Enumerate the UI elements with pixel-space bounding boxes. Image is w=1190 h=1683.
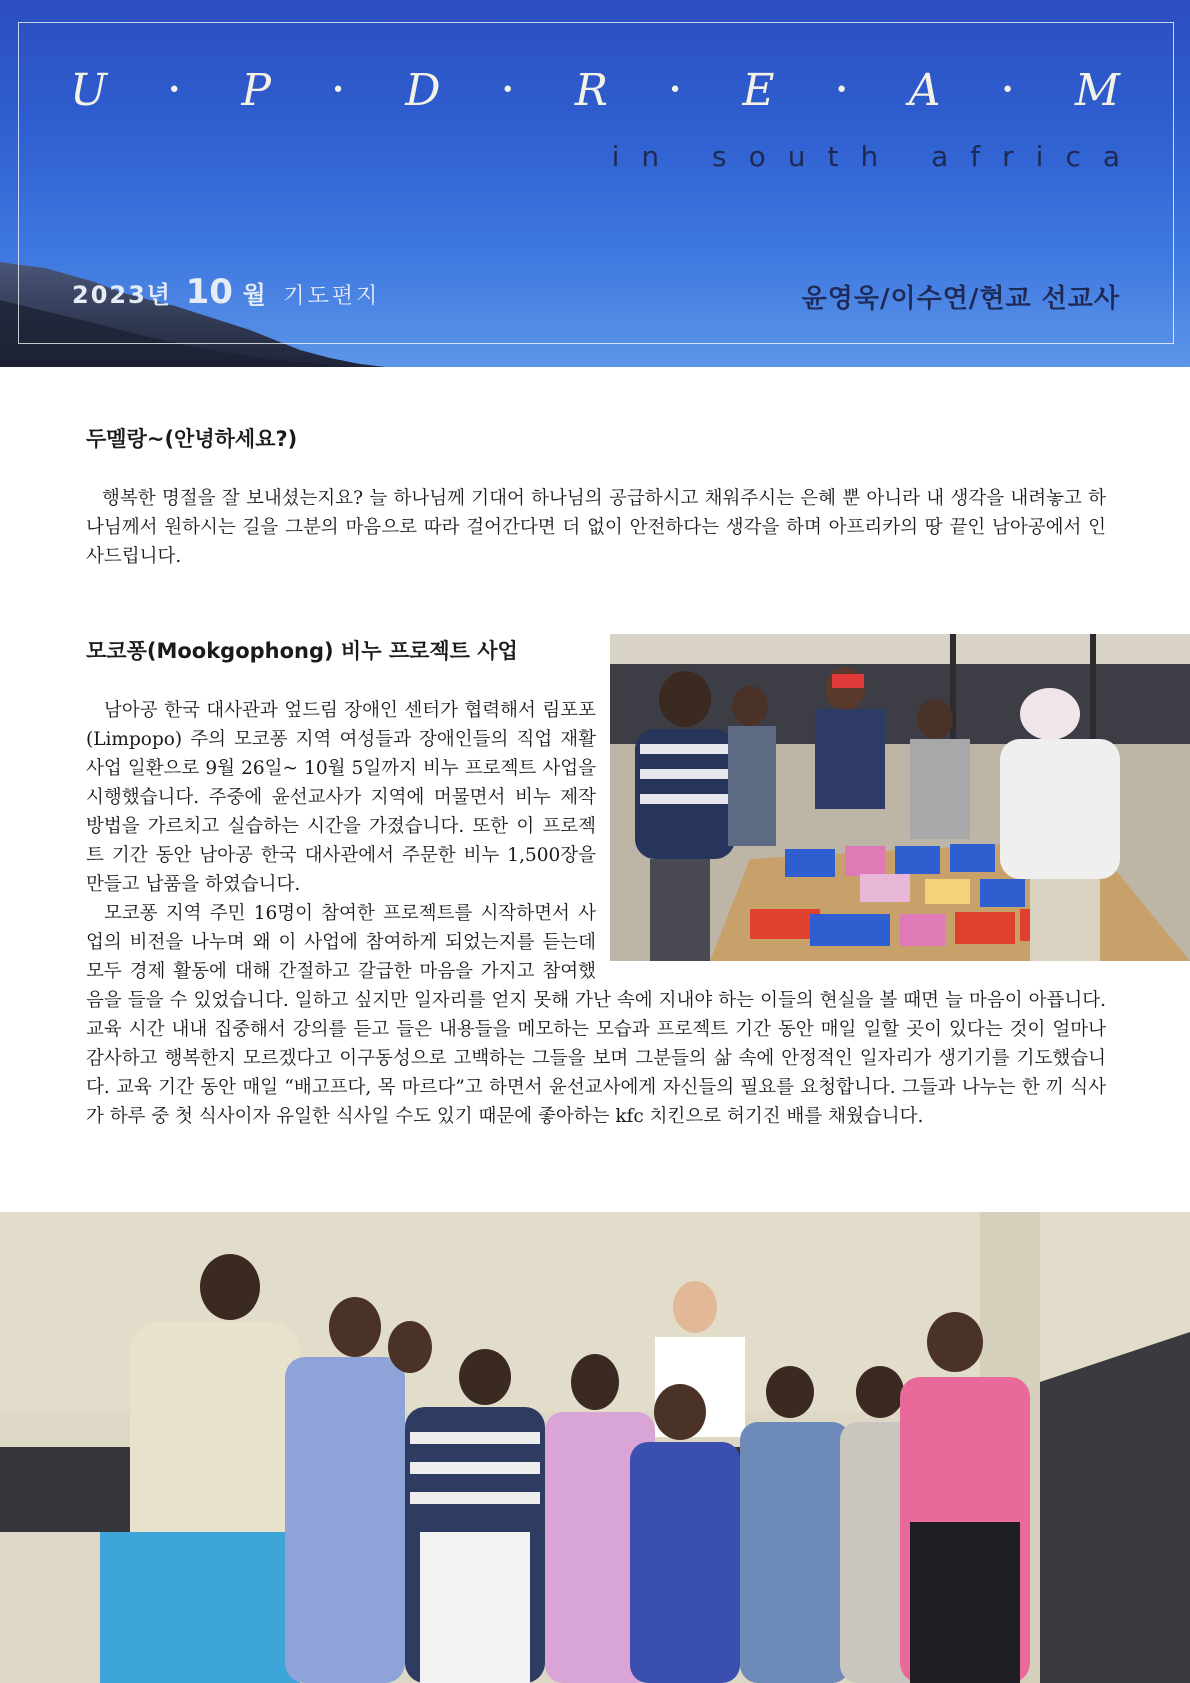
article-paragraph: 모코퐁 지역 주민 16명이 참여한 프로젝트를 시작하면서 사업의 비전을 나누며 왜 이 사업에 참여하게 되었는지를 듣는데 모두 경제 활동에 대해 간절하고 갈급한 마음을 가지고 참여했음을 들을 수 있었습니다. 일하고 싶지만 일자리를 얻지 못해 가난 속에 지내야 하는 이들의 현실을 볼 때면 늘 마음이 아픕니다. 교육 시간 내내 집중해서 강의를 듣고 들은 내용들을 메모하는 모습과 프로젝트 기간 동안 매일 일할 곳이 있다는 것이 얼마나 감사하고 행복한지 모르겠다고 이구동성으로 고백하는 그들을 보며 그분들의 삶 속에 안정적인 일자리가 생기기를 기도했습니다. 교육 기간 동안 매일 “배고프다, 목 마르다”고 하면서 윤선교사에게 자신들의 필요를 요청합니다. 그들과 나누는 한 끼 식사가 하루 중 첫 식사이자 유일한 식사일 수도 있기 때문에 좋아하는 kfc 치킨으로 허기진 배를 채웠습니다. bbox=[86, 903, 1106, 1127]
title-dot: • bbox=[331, 77, 345, 103]
letter-month: 10 bbox=[185, 272, 233, 312]
section-heading: 모코퐁(Mookgophong) 비누 프로젝트 사업 bbox=[86, 639, 518, 663]
title-letter: D bbox=[405, 64, 441, 116]
letter-year: 2023년 bbox=[72, 281, 172, 309]
letter-label: 기도편지 bbox=[283, 284, 381, 309]
letter-date bbox=[72, 272, 380, 312]
title-dot: • bbox=[835, 77, 849, 103]
title-letter: U bbox=[70, 64, 108, 116]
photo-text-wrap-spacer bbox=[596, 696, 1106, 960]
header-banner bbox=[0, 0, 1190, 367]
title-letter: E bbox=[742, 64, 775, 116]
title-letter: P bbox=[241, 64, 271, 116]
letter-month-unit: 월 bbox=[242, 281, 266, 309]
intro-paragraph: 행복한 명절을 잘 보내셨는지요? 늘 하나님께 기대어 하나님의 공급하시고 채워주시는 은혜 뿐 아니라 내 생각을 내려놓고 하나님께서 원하시는 길을 그분의 마음으로 따라 걸어간다면 더 없이 안전하다는 생각을 하며 아프리카의 땅 끝인 남아공에서 인사드립니다. bbox=[86, 488, 1106, 567]
article-paragraph: 남아공 한국 대사관과 엎드림 장애인 센터가 협력해서 림포포(Limpopo) 주의 모코퐁 지역 여성들과 장애인들의 직업 재활 사업 일환으로 9월 26일~ 10월 5일까지 비누 프로젝트 사업을 시행했습니다. 주중에 윤선교사가 지역에 머물면서 비누 제작 방법을 가르치고 실습하는 시간을 가졌습니다. 또한 이 프로젝트 기간 동안 남아공 한국 대사관에서 주문한 비누 1,500장을 만들고 납품을 하였습니다. bbox=[86, 700, 596, 895]
group-photo bbox=[0, 1212, 1190, 1683]
title-letter: R bbox=[574, 64, 609, 116]
section-article bbox=[86, 696, 1106, 1131]
title-dot: • bbox=[1001, 77, 1015, 103]
updream-title bbox=[70, 55, 1120, 125]
title-dot: • bbox=[167, 77, 181, 103]
authors: 윤영욱/이수연/현교 선교사 bbox=[801, 284, 1120, 314]
title-letter: M bbox=[1074, 64, 1120, 116]
greeting-heading: 두멜랑~(안녕하세요?) bbox=[86, 427, 298, 451]
title-letter: A bbox=[908, 64, 941, 116]
group-photo-illustration bbox=[0, 1212, 1190, 1683]
title-dot: • bbox=[501, 77, 515, 103]
subtitle: in south africa bbox=[611, 140, 1142, 173]
title-dot: • bbox=[668, 77, 682, 103]
